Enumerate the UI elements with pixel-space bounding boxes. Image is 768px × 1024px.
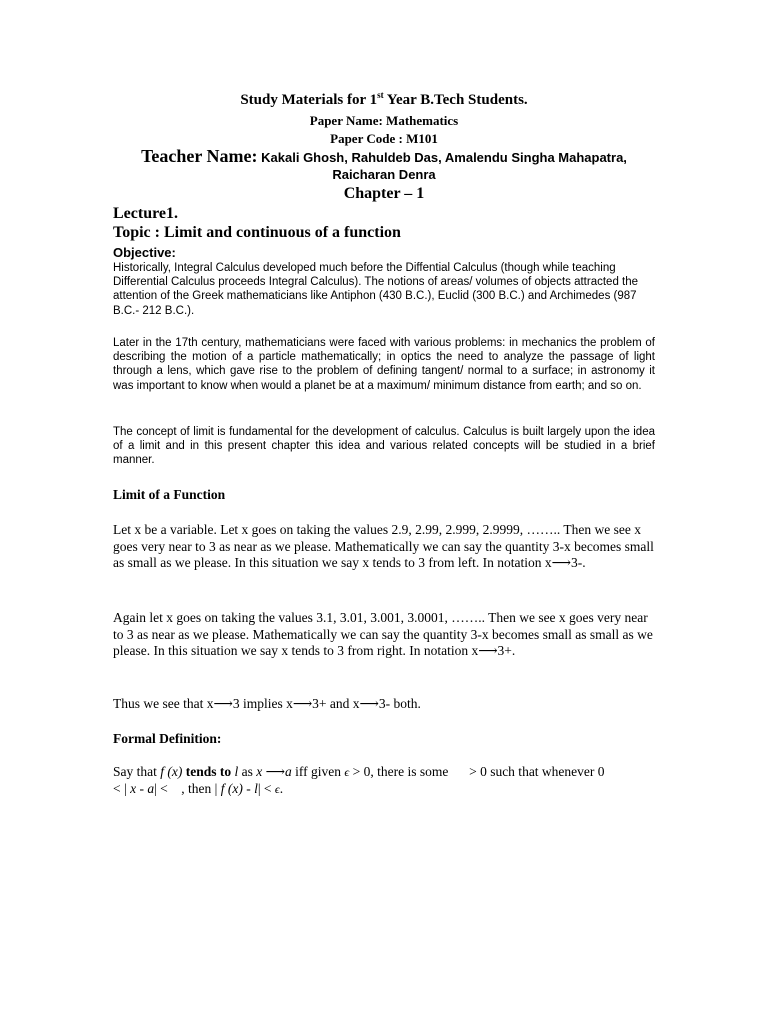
def-epsilon-2: ϵ [274, 782, 280, 796]
definition-line-2 [113, 781, 655, 798]
def-a: a [147, 781, 155, 796]
formal-definition-heading: Formal Definition: [113, 731, 222, 746]
def-fx-2: f (x) [220, 781, 243, 796]
def-text-lt: < | [113, 781, 131, 796]
def-x: x [130, 781, 137, 796]
def-text-as: as [238, 764, 257, 779]
title-superscript: st [377, 90, 384, 100]
limit-concept-paragraph: The concept of limit is fundamental for the development of calculus. Calculus is built largely upon the idea of a limit and in this present chapter this idea and various related concepts will be studied in a brief manner. [113, 426, 655, 467]
def-minus-2: - [242, 781, 255, 796]
definition-line-1 [113, 764, 655, 781]
lecture-title: Lecture1. [113, 205, 179, 222]
paper-name: Paper Name: Mathematics [309, 113, 459, 128]
document-title [0, 92, 768, 109]
objective-heading: Objective: [113, 245, 176, 260]
def-tends-to: tends to [182, 764, 235, 779]
def-epsilon: ϵ [344, 765, 350, 779]
chapter-heading: Chapter – 1 [343, 185, 425, 202]
def-minus: - [136, 781, 148, 796]
objective-paragraph: Historically, Integral Calculus developed much before the Diffential Calculus (though while teaching Differential Calculus proceeds Integral Calculus). The notions of areas/ volumes of objects attracted the attention of the Greek mathematicians like Antiphon (430 B.C.), Euclid (300 B.C.) and Archimedes (987 B.C.- 212 B.C.). [113, 262, 639, 317]
def-text-say-that: Say that [113, 764, 161, 779]
def-text-iff-given: iff given [291, 764, 345, 779]
title-suffix: Year B.Tech Students. [383, 92, 528, 108]
title-prefix: Study Materials for 1 [240, 92, 378, 108]
teacher-names: Kakali Ghosh, Rahuldeb Das, Amalendu Singha Mahapatra, [257, 150, 627, 165]
paper-code: Paper Code : M101 [330, 131, 438, 146]
history-paragraph: Later in the 17th century, mathematicians were faced with various problems: in mechanics the problem of describing the motion of a particle mathematically; in optics the need to analyze the passage of light through a lens, which gave rise to the problem of defining tangent/ normal to a surface; in astronomy it was important to know when would a planet be at a maximum/ minimum distance from earth; and so on. [113, 337, 655, 392]
def-limit-l-2: l [254, 781, 258, 796]
right-limit-paragraph: Again let x goes on taking the values 3.1, 3.01, 3.001, 3.0001, …….. Then we see x goes very near to 3 as near as we please. Mathematically we can say the quantity 3-x becomes small as small as we please. In this situation we say x tends to 3 from right. In notation x⟶3+. [113, 610, 653, 659]
def-text-lt-2: | < [257, 781, 275, 796]
both-sides-paragraph: Thus we see that x⟶3 implies x⟶3+ and x⟶3- both. [113, 696, 421, 711]
limit-section-heading: Limit of a Function [113, 487, 226, 502]
def-fx: f (x) [160, 764, 183, 779]
def-period: . [279, 781, 284, 796]
def-text-there-is-some: > 0, there is some [349, 764, 452, 779]
def-text-such-that: > 0 such that whenever 0 [465, 764, 605, 779]
teacher-line [0, 146, 768, 167]
teacher-names-continued: Raicharan Denra [332, 167, 436, 182]
def-text-then: | < , then | [154, 781, 221, 796]
teacher-label: Teacher Name: [141, 146, 258, 166]
left-limit-paragraph: Let x be a variable. Let x goes on taking the values 2.9, 2.99, 2.999, 2.9999, …….. Then we see x goes very near to 3 as near as we please. Mathematically we can say the quantity 3-x becomes small as small as we please. In this situation we say x tends to 3 from left. In notation x⟶3-. [113, 522, 654, 571]
def-limit-l: l [234, 764, 239, 779]
def-x-to-a: x ⟶a [256, 764, 292, 779]
topic-heading: Topic : Limit and continuous of a function [113, 224, 401, 241]
